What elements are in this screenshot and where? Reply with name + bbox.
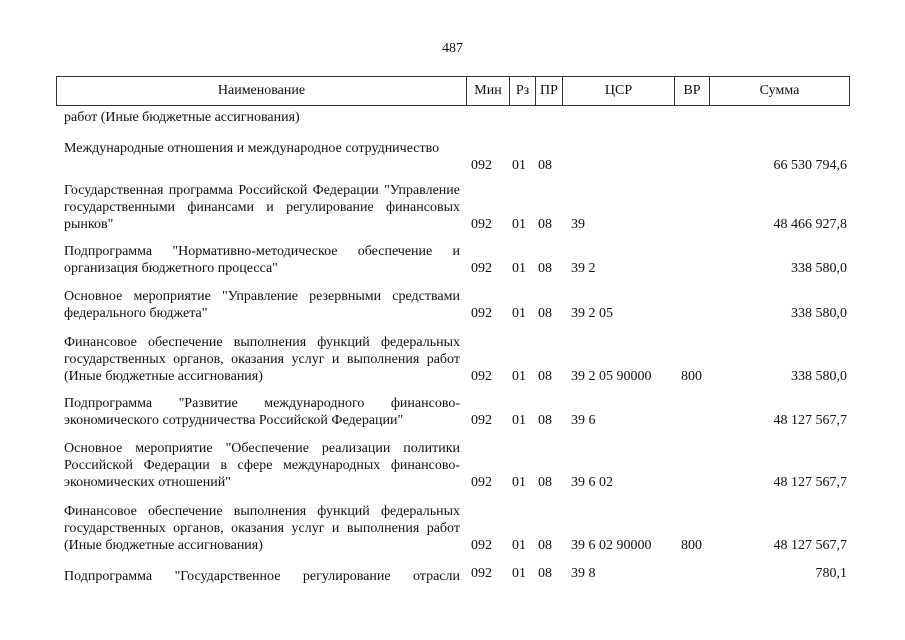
table-row xyxy=(0,243,905,277)
row-sum: 338 580,0 xyxy=(791,261,847,276)
row-name: Подпрограмма "Государственное регулирование отрасли xyxy=(64,569,460,584)
header-sum: Сумма xyxy=(709,77,849,105)
row-pr: 08 xyxy=(538,158,552,173)
row-sum: 338 580,0 xyxy=(791,306,847,321)
row-min: 092 xyxy=(471,475,492,490)
page-number: 487 xyxy=(442,41,463,56)
row-vr: 800 xyxy=(681,538,702,553)
row-pr: 08 xyxy=(538,413,552,428)
header-vr: ВР xyxy=(674,77,709,105)
row-csr: 39 xyxy=(571,217,585,232)
row-name: Финансовое обеспечение выполнения функций федеральных государственных органов, оказания услуг и выполнения работ (Иные бюджетные ассигнования) xyxy=(64,335,460,384)
table-row xyxy=(0,140,905,174)
row-min: 092 xyxy=(471,413,492,428)
row-vr: 800 xyxy=(681,369,702,384)
row-pr: 08 xyxy=(538,217,552,232)
row-csr: 39 2 xyxy=(571,261,596,276)
continuation-text: работ (Иные бюджетные ассигнования) xyxy=(64,110,300,125)
table-header xyxy=(56,76,850,106)
row-sum: 48 127 567,7 xyxy=(773,538,847,553)
row-csr: 39 6 02 xyxy=(571,475,613,490)
table-row xyxy=(0,395,905,429)
row-csr: 39 6 02 90000 xyxy=(571,538,652,553)
row-name: Подпрограмма "Развитие международного финансово-экономического сотрудничества Российской Федерации" xyxy=(64,396,460,428)
row-min: 092 xyxy=(471,261,492,276)
table-row xyxy=(0,334,905,385)
row-pr: 08 xyxy=(538,306,552,321)
row-min: 092 xyxy=(471,158,492,173)
row-min: 092 xyxy=(471,217,492,232)
row-rz: 01 xyxy=(512,369,526,384)
row-pr: 08 xyxy=(538,369,552,384)
row-min: 092 xyxy=(471,369,492,384)
row-pr: 08 xyxy=(538,538,552,553)
row-rz: 01 xyxy=(512,538,526,553)
row-pr: 08 xyxy=(538,566,552,581)
row-sum: 780,1 xyxy=(815,566,847,581)
row-csr: 39 2 05 xyxy=(571,306,613,321)
row-csr: 39 2 05 90000 xyxy=(571,369,652,384)
header-rz: Рз xyxy=(509,77,535,105)
row-sum: 338 580,0 xyxy=(791,369,847,384)
row-sum: 48 127 567,7 xyxy=(773,475,847,490)
row-name: Основное мероприятие "Управление резервными средствами федерального бюджета" xyxy=(64,289,460,321)
row-sum: 48 127 567,7 xyxy=(773,413,847,428)
header-pr: ПР xyxy=(535,77,562,105)
header-name: Наименование xyxy=(217,83,306,98)
row-pr: 08 xyxy=(538,261,552,276)
row-rz: 01 xyxy=(512,306,526,321)
continuation-row xyxy=(0,109,905,126)
row-rz: 01 xyxy=(512,217,526,232)
row-rz: 01 xyxy=(512,566,526,581)
row-sum: 48 466 927,8 xyxy=(773,217,847,232)
row-rz: 01 xyxy=(512,261,526,276)
table-row xyxy=(0,565,905,585)
row-name: Государственная программа Российской Федерации "Управление государственными финансами и регулирование финансовых рынков" xyxy=(64,183,460,232)
row-rz: 01 xyxy=(512,413,526,428)
row-csr: 39 8 xyxy=(571,566,596,581)
header-min: Мин xyxy=(466,77,509,105)
row-rz: 01 xyxy=(512,158,526,173)
row-name: Основное мероприятие "Обеспечение реализации политики Российской Федерации в сфере международных финансово-экономических отношений" xyxy=(64,441,460,490)
table-row xyxy=(0,503,905,554)
row-rz: 01 xyxy=(512,475,526,490)
row-pr: 08 xyxy=(538,475,552,490)
row-min: 092 xyxy=(471,566,492,581)
row-name: Финансовое обеспечение выполнения функций федеральных государственных органов, оказания услуг и выполнения работ (Иные бюджетные ассигнования) xyxy=(64,504,460,553)
table-row xyxy=(0,288,905,322)
row-name: Подпрограмма "Нормативно-методическое обеспечение и организация бюджетного процесса" xyxy=(64,244,460,276)
row-csr: 39 6 xyxy=(571,413,596,428)
table-row xyxy=(0,182,905,233)
row-min: 092 xyxy=(471,538,492,553)
row-sum: 66 530 794,6 xyxy=(773,158,847,173)
header-csr: ЦСР xyxy=(562,77,674,105)
row-name: Международные отношения и международное сотрудничество xyxy=(64,141,440,156)
row-min: 092 xyxy=(471,306,492,321)
table-row xyxy=(0,440,905,491)
